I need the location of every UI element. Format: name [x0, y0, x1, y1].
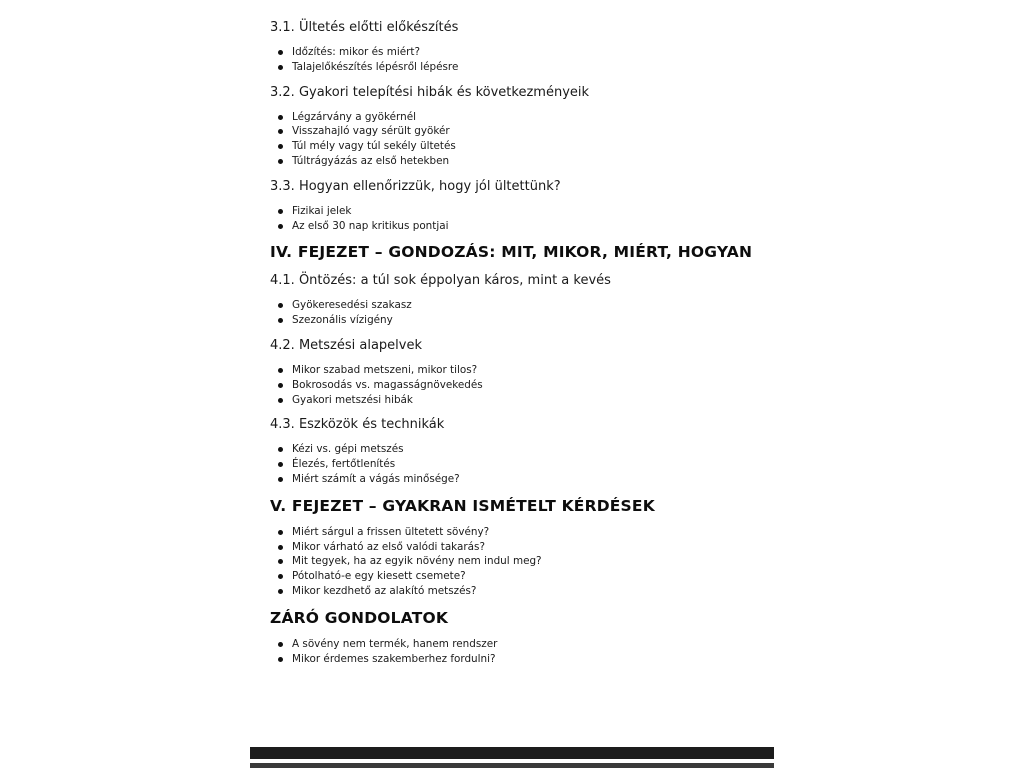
chapter-heading: IV. FEJEZET – GONDOZÁS: MIT, MIKOR, MIÉRT, HOGYAN	[270, 243, 753, 262]
bullet-list	[270, 298, 770, 328]
bullet-list	[270, 442, 770, 486]
list-item: Bokrosodás vs. magasságnövekedés	[278, 378, 770, 393]
bullet-list	[270, 525, 770, 599]
list-item: Kézi vs. gépi metszés	[278, 442, 770, 457]
bullet-list	[270, 204, 770, 234]
list-item: Fizikai jelek	[278, 204, 770, 219]
bullet-list	[270, 637, 770, 667]
section-heading: 3.2. Gyakori telepítési hibák és következményeik	[270, 84, 590, 100]
list-item: Talajelőkészítés lépésről lépésre	[278, 60, 770, 75]
list-item: Élezés, fertőtlenítés	[278, 457, 770, 472]
section-heading: 4.3. Eszközök és technikák	[270, 417, 445, 433]
list-item: Mikor kezdhető az alakító metszés?	[278, 584, 770, 599]
list-item: Mikor szabad metszeni, mikor tilos?	[278, 363, 770, 378]
list-item: Szezonális vízigény	[278, 313, 770, 328]
footer-dark-bar	[250, 747, 774, 759]
section-heading: 4.1. Öntözés: a túl sok éppolyan káros, mint a kevés	[270, 273, 611, 289]
chapter-heading: ZÁRÓ GONDOLATOK	[270, 608, 449, 627]
list-item: Miért számít a vágás minősége?	[278, 472, 770, 487]
section-heading: 3.3. Hogyan ellenőrizzük, hogy jól ültettünk?	[270, 178, 561, 194]
list-item: Gyökeresedési szakasz	[278, 298, 770, 313]
bullet-list	[270, 363, 770, 407]
list-item: Miért sárgul a frissen ültetett sövény?	[278, 525, 770, 540]
list-item: Gyakori metszési hibák	[278, 393, 770, 408]
bullet-list	[270, 110, 770, 169]
chapter-heading: V. FEJEZET – GYAKRAN ISMÉTELT KÉRDÉSEK	[270, 496, 655, 515]
list-item: Túl mély vagy túl sekély ültetés	[278, 139, 770, 154]
footer-image-strip	[250, 763, 774, 768]
section-heading: 3.1. Ültetés előtti előkészítés	[270, 20, 459, 35]
list-item: A sövény nem termék, hanem rendszer	[278, 637, 770, 652]
list-item: Túltrágyázás az első hetekben	[278, 154, 770, 169]
list-item: Időzítés: mikor és miért?	[278, 45, 770, 60]
list-item: Légzárvány a gyökérnél	[278, 110, 770, 125]
table-of-contents	[270, 18, 770, 674]
list-item: Az első 30 nap kritikus pontjai	[278, 219, 770, 234]
list-item: Mikor várható az első valódi takarás?	[278, 540, 770, 555]
list-item: Mit tegyek, ha az egyik növény nem indul meg?	[278, 554, 770, 569]
list-item: Visszahajló vagy sérült gyökér	[278, 124, 770, 139]
bullet-list	[270, 45, 770, 75]
section-heading: 4.2. Metszési alapelvek	[270, 337, 422, 353]
list-item: Pótolható-e egy kiesett csemete?	[278, 569, 770, 584]
list-item: Mikor érdemes szakemberhez fordulni?	[278, 652, 770, 667]
